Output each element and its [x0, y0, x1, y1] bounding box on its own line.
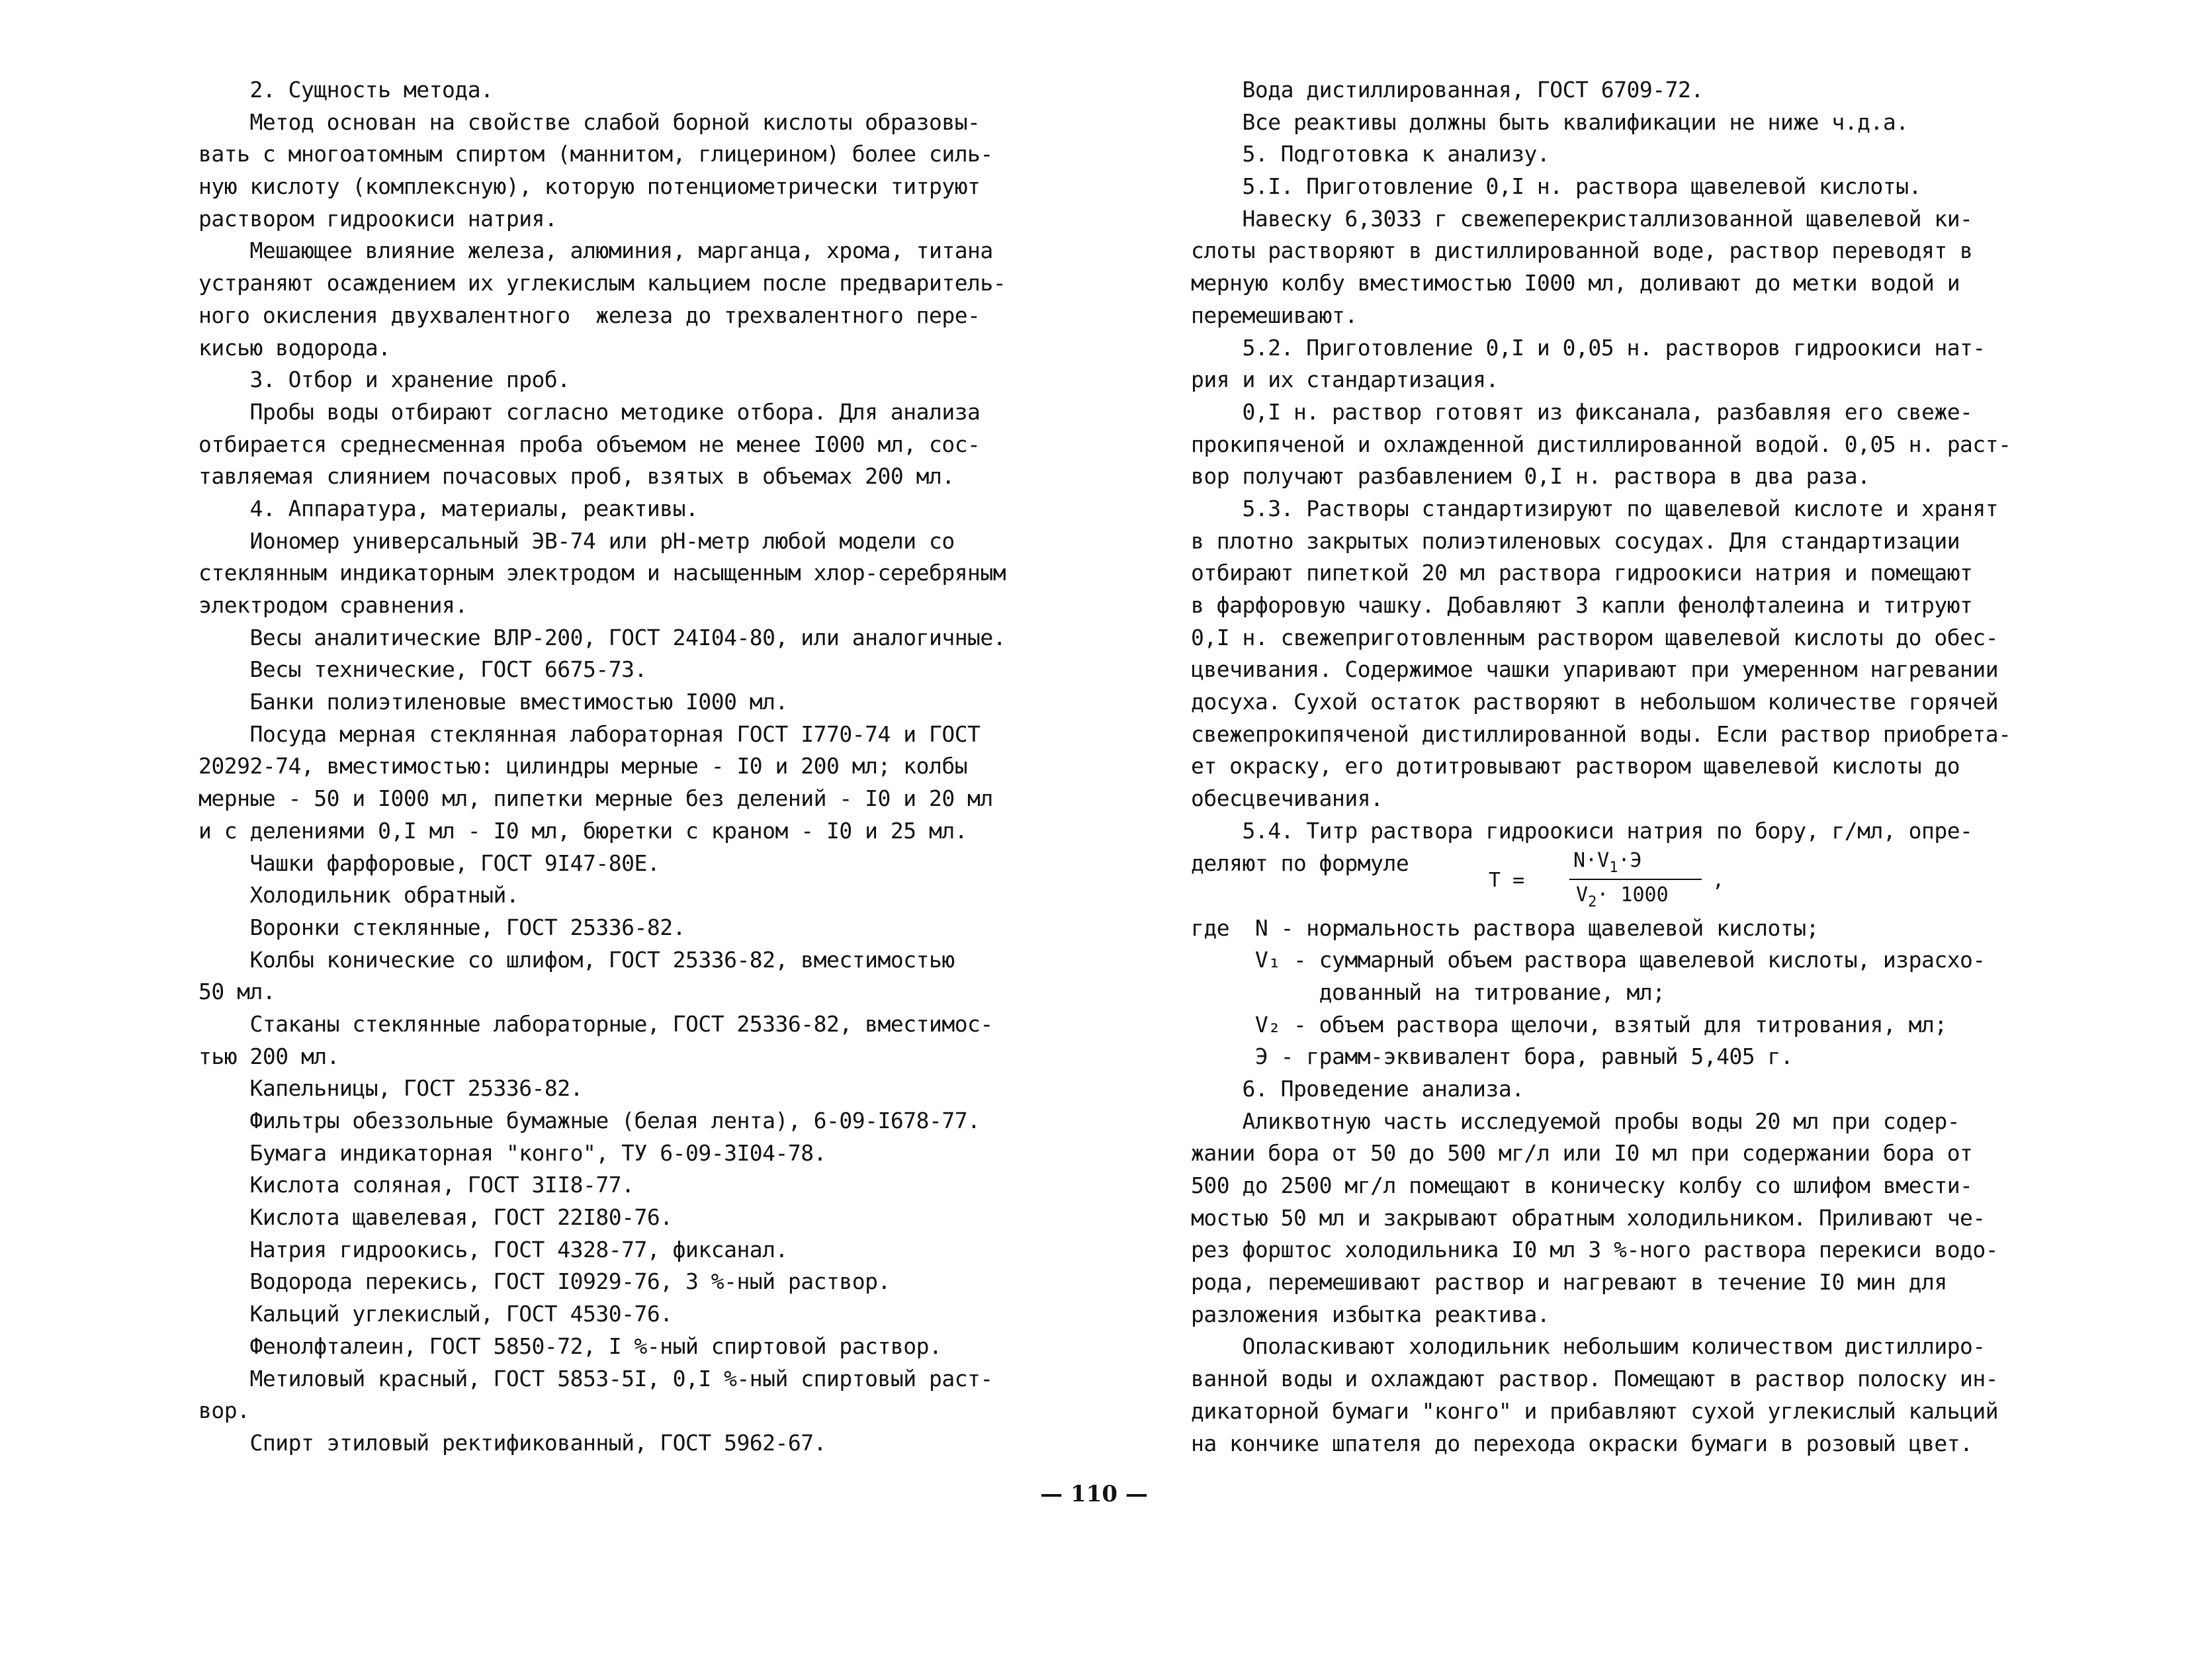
titer-formula: [1191, 848, 2051, 912]
text-line: 5. Подготовка к анализу.: [1191, 141, 1550, 167]
left-column: [198, 74, 1059, 1460]
text-line: вать с многоатомным спиртом (маннитом, глицерином) более силь-: [198, 141, 993, 167]
text-line: Э - грамм-эквивалент бора, равный 5,405 г.: [1191, 1043, 1794, 1070]
right-column: [1191, 74, 2051, 1460]
numerator-main: N·V: [1573, 848, 1610, 872]
text-line: Иономер универсальный ЭВ-74 или рН-метр любой модели со: [198, 527, 955, 554]
text-line: мерные - 50 и I000 мл, пипетки мерные без делений - I0 и 20 мл: [198, 785, 993, 812]
text-line: свежепрокипяченой дистиллированной воды. Если раствор приобрета-: [1191, 721, 2011, 747]
text-line: 3. Отбор и хранение проб.: [198, 367, 570, 393]
numerator-tail: ·Э: [1618, 848, 1642, 872]
text-line: Метод основан на свойстве слабой борной кислоты образовы-: [198, 109, 981, 135]
text-line: рез форштос холодильника I0 мл 3 %-ного раствора перекиси водо-: [1191, 1237, 1999, 1263]
formula-numerator: [1573, 849, 1642, 876]
text-line: Чашки фарфоровые, ГОСТ 9I47-80Е.: [198, 850, 660, 876]
text-line: 20292-74, вместимостью: цилиндры мерные - I0 и 200 мл; колбы: [198, 753, 968, 779]
text-line: устраняют осаждением их углекислым кальцием после предваритель-: [198, 270, 1006, 296]
text-line: отбирается среднесменная проба объемом не менее I000 мл, сос-: [198, 431, 981, 457]
text-line: Кальций углекислый, ГОСТ 4530-76.: [198, 1301, 673, 1327]
text-line: раствором гидроокиси натрия.: [198, 205, 558, 232]
text-line: V₂ - объем раствора щелочи, взятый для титрования, мл;: [1191, 1011, 1947, 1038]
text-line: ного окисления двухвалентного железа до трехвалентного пере-: [198, 302, 981, 328]
text-line: разложения избытка реактива.: [1191, 1301, 1550, 1327]
text-line: Фильтры обеззольные бумажные (белая лента), 6-09-I678-77.: [198, 1108, 981, 1133]
text-line: Капельницы, ГОСТ 25336-82.: [198, 1075, 584, 1102]
text-line: жании бора от 50 до 500 мг/л или I0 мл при содержании бора от: [1191, 1140, 1973, 1167]
text-line: 500 до 2500 мг/л помещают в коническу колбу со шлифом вмести-: [1191, 1172, 1973, 1198]
text-line: в фарфоровую чашку. Добавляют 3 капли фенолфталеина и титруют: [1191, 592, 1973, 618]
text-line: Аликвотную часть исследуемой пробы воды 20 мл при содер-: [1191, 1108, 1960, 1134]
text-line: Кислота щавелевая, ГОСТ 22I80-76.: [198, 1204, 673, 1231]
text-line: дикаторной бумаги "конго" и прибавляют сухой углекислый кальций: [1191, 1397, 1999, 1424]
text-line: Водорода перекись, ГОСТ I0929-76, 3 %-ный раствор.: [198, 1268, 891, 1295]
text-line: 5.4. Титр раствора гидроокиси натрия по бору, г/мл, опре-: [1191, 817, 1973, 844]
text-line: ванной воды и охлаждают раствор. Помещают в раствор полоску ин-: [1191, 1366, 1999, 1392]
text-line: 5.I. Приготовление 0,I н. раствора щавелевой кислоты.: [1191, 173, 1921, 200]
fraction-bar: [1569, 879, 1702, 880]
text-line: 4. Аппаратура, материалы, реактивы.: [198, 495, 699, 521]
denominator-tail: · 1000: [1597, 883, 1669, 906]
text-line: обесцвечивания.: [1191, 785, 1383, 812]
text-line: на кончике шпателя до перехода окраски бумаги в розовый цвет.: [1191, 1430, 1973, 1456]
formula-denominator: [1576, 883, 1669, 910]
text-line: Воронки стеклянные, ГОСТ 25336-82.: [198, 914, 685, 940]
text-line: слоты растворяют в дистиллированной воде, раствор переводят в: [1191, 238, 1973, 264]
text-line: рода, перемешивают раствор и нагревают в течение I0 мин для: [1191, 1269, 1947, 1296]
text-line: Кислота соляная, ГОСТ 3II8-77.: [198, 1172, 635, 1198]
text-line: рия и их стандартизация.: [1191, 367, 1499, 393]
text-line: 2. Сущность метода.: [198, 77, 494, 103]
text-line: Вода дистиллированная, ГОСТ 6709-72.: [1191, 77, 1704, 103]
text-line: Метиловый красный, ГОСТ 5853-5I, 0,I %-ный спиртовый раст-: [198, 1365, 993, 1392]
text-line: дованный на титрование, мл;: [1191, 979, 1665, 1005]
text-line: тью 200 мл.: [198, 1043, 340, 1069]
text-line: тавляемая слиянием почасовых проб, взятых в объемах 200 мл.: [198, 463, 955, 490]
formula-lhs: Т =: [1489, 868, 1525, 892]
text-line: 50 мл.: [198, 979, 276, 1005]
text-line: Натрия гидроокись, ГОСТ 4328-77, фиксанал.: [198, 1236, 788, 1262]
text-line: 5.3. Растворы стандартизируют по щавелевой кислоте и хранят: [1191, 495, 1999, 521]
text-line: в плотно закрытых полиэтиленовых сосудах. Для стандартизации: [1191, 527, 1960, 554]
text-line: 0,I н. раствор готовят из фиксанала, разбавляя его свеже-: [1191, 398, 1973, 425]
text-line: вор.: [198, 1397, 250, 1424]
text-line: Банки полиэтиленовые вместимостью I000 мл.: [198, 689, 788, 715]
text-line: 0,I н. свежеприготовленным раствором щавелевой кислоты до обес-: [1191, 624, 1999, 650]
formula-intro: деляют по формуле: [1191, 850, 1409, 876]
denominator-subscript: 2: [1588, 893, 1597, 910]
text-line: Все реактивы должны быть квалификации не ниже ч.д.а.: [1191, 109, 1909, 135]
text-line: 5.2. Приготовление 0,I и 0,05 н. растворов гидроокиси нат-: [1191, 334, 1986, 361]
text-line: Колбы конические со шлифом, ГОСТ 25336-82, вместимостью: [198, 946, 955, 973]
text-line: V₁ - суммарный объем раствора щавелевой кислоты, израсхо-: [1191, 947, 1986, 973]
page-number: — 110 —: [1040, 1481, 1148, 1507]
text-line: где N - нормальность раствора щавелевой кислоты;: [1191, 914, 1819, 941]
denominator-main: V: [1576, 883, 1589, 906]
text-line: Стаканы стеклянные лабораторные, ГОСТ 25336-82, вместимос-: [198, 1010, 993, 1037]
text-line: Весы технические, ГОСТ 6675-73.: [198, 656, 647, 683]
text-line: Спирт этиловый ректификованный, ГОСТ 5962-67.: [198, 1429, 827, 1456]
text-line: Посуда мерная стеклянная лабораторная ГОСТ I770-74 и ГОСТ: [198, 721, 981, 747]
text-line: Фенолфталеин, ГОСТ 5850-72, I %-ный спиртовой раствор.: [198, 1333, 942, 1359]
text-line: Навеску 6,3033 г свежеперекристаллизованной щавелевой ки-: [1191, 205, 1973, 232]
numerator-subscript: 1: [1609, 859, 1618, 876]
text-line: Холодильник обратный.: [198, 882, 519, 908]
text-line: и с делениями 0,I мл - I0 мл, бюретки с краном - I0 и 25 мл.: [198, 817, 968, 844]
text-line: мерную колбу вместимостью I000 мл, доливают до метки водой и: [1191, 270, 1960, 296]
text-line: 6. Проведение анализа.: [1191, 1075, 1524, 1102]
text-line: цвечивания. Содержимое чашки упаривают при умеренном нагревании: [1191, 656, 1999, 683]
text-line: прокипяченой и охлажденной дистиллированной водой. 0,05 н. раст-: [1191, 431, 2011, 457]
text-line: Весы аналитические ВЛР-200, ГОСТ 24I04-80, или аналогичные.: [198, 624, 1006, 650]
text-line: досуха. Сухой остаток растворяют в небольшом количестве горячей: [1191, 689, 1999, 715]
text-line: кисью водорода.: [198, 334, 391, 361]
text-line: Бумага индикаторная "конго", ТУ 6-09-3I04-78.: [198, 1139, 827, 1166]
text-line: стеклянным индикаторным электродом и насыщенным хлор-серебряным: [198, 560, 1006, 586]
text-line: электродом сравнения.: [198, 592, 468, 618]
text-line: ет окраску, его дотитровывают раствором щавелевой кислоты до: [1191, 753, 1960, 779]
text-line: Мешающее влияние железа, алюминия, марганца, хрома, титана: [198, 238, 993, 264]
text-line: Пробы воды отбирают согласно методике отбора. Для анализа: [198, 398, 981, 425]
text-line: Ополаскивают холодильник небольшим количеством дистиллиро-: [1191, 1333, 1986, 1360]
formula-tail: ,: [1712, 868, 1725, 892]
text-line: мостью 50 мл и закрывают обратным холодильником. Приливают че-: [1191, 1204, 1986, 1231]
text-line: вор получают разбавлением 0,I н. раствора в два раза.: [1191, 463, 1870, 490]
text-line: отбирают пипеткой 20 мл раствора гидроокиси натрия и помещают: [1191, 560, 1973, 586]
formula-fraction: [1489, 849, 1767, 915]
text-line: перемешивают.: [1191, 302, 1358, 328]
text-line: ную кислоту (комплексную), которую потенциометрически титруют: [198, 173, 981, 200]
